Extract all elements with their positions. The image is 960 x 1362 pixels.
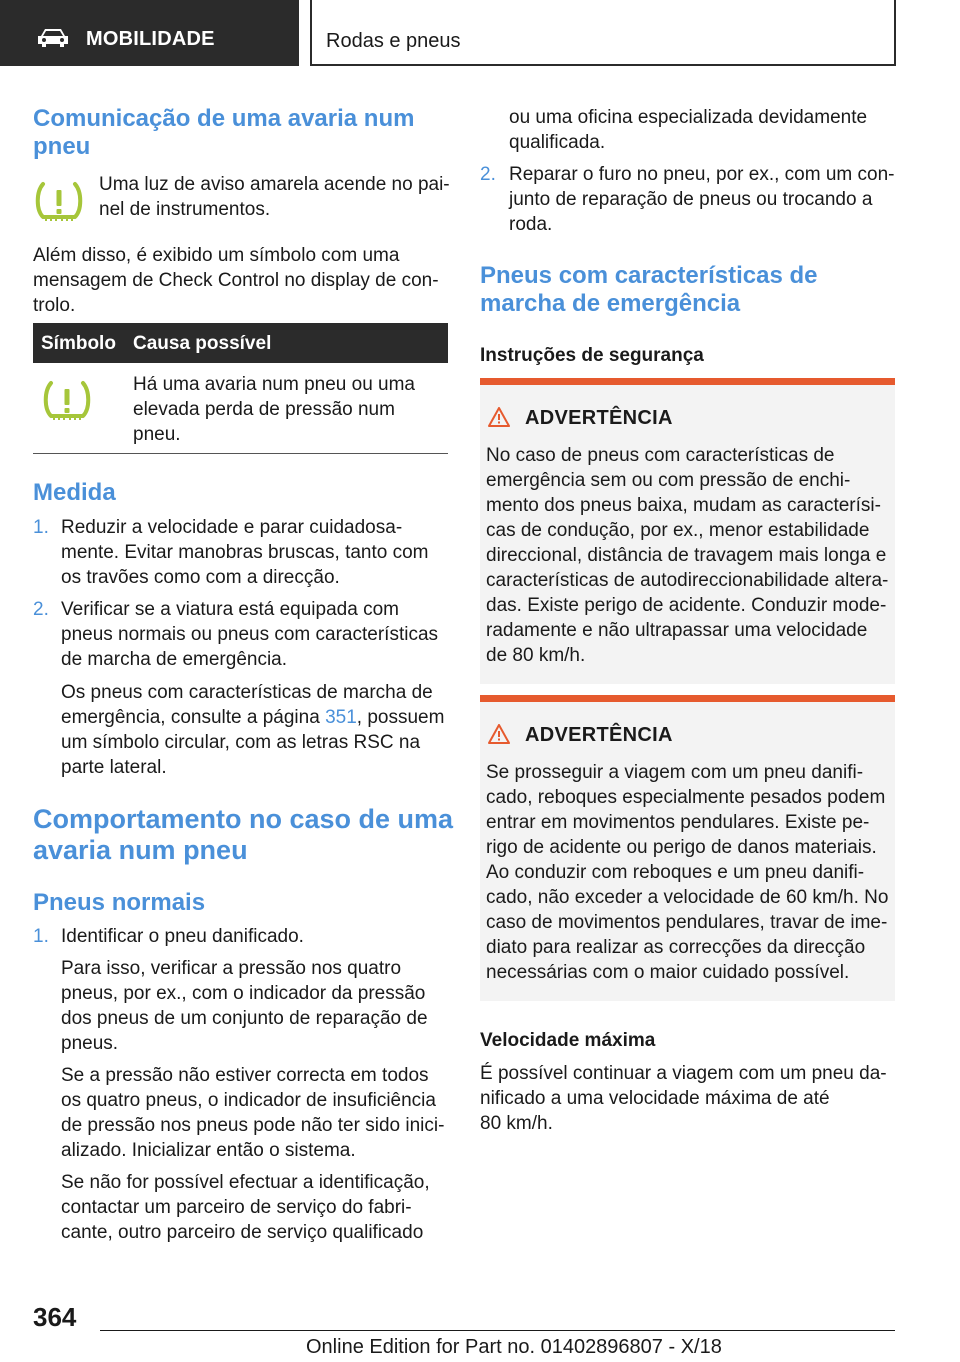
list-item-line: junto de reparação de pneus ou trocando a — [509, 189, 873, 210]
text-fragment: , possuem — [356, 707, 445, 728]
warning-line: das. Existe perigo de acidente. Conduzir mode- — [486, 595, 887, 616]
list-item-line: mente. Evitar manobras bruscas, tanto com — [61, 542, 429, 563]
warning-line: No caso de pneus com características de — [486, 445, 835, 466]
chapter-label: Rodas e pneus — [326, 30, 461, 52]
list-item-line: Reduzir a velocidade e parar cuidadosa- — [61, 517, 403, 538]
list-number: 2. — [480, 164, 496, 185]
warning-triangle-icon — [488, 724, 510, 744]
warning-line: emergência sem ou com pressão de enchi- — [486, 470, 851, 491]
warning-box — [480, 378, 895, 684]
list-item-line: Se não for possível efectuar a identificação, — [61, 1172, 430, 1193]
list-item-line: Identificar o pneu danificado. — [61, 926, 304, 947]
warning-title: ADVERTÊNCIA — [525, 724, 673, 746]
warning-line: características de autodireccionabilidade altera- — [486, 570, 889, 591]
paragraph-line: É possível continuar a viagem com um pneu da- — [480, 1063, 887, 1084]
list-item-line — [61, 705, 444, 730]
warning-line: caso de movimentos pendulares, travar de ime- — [486, 912, 888, 933]
section-label: MOBILIDADE — [86, 28, 215, 50]
list-item-line: pneus, por ex., com o indicador da pressão — [61, 983, 426, 1004]
warning-line: necessárias com o maior cuidado possível. — [486, 962, 850, 983]
column-header-cause: Causa possível — [133, 333, 272, 354]
list-item-line: Para isso, verificar a pressão nos quatro — [61, 958, 402, 979]
paragraph-line: Além disso, é exibido um símbolo com uma — [33, 245, 400, 266]
warning-line: cas de condução, por ex., menor estabilidade — [486, 520, 870, 541]
list-item-line: Verificar se a viatura está equipada com — [61, 599, 399, 620]
warning-line: mento dos pneus baixa, mudam as caracterísi- — [486, 495, 881, 516]
footer-edition: Online Edition for Part no. 01402896807 - X/18 — [306, 1336, 722, 1358]
table-cell-line: pneu. — [133, 424, 181, 445]
warning-line: rigo de acidente ou perigo de danos materiais. — [486, 837, 877, 858]
list-item-line: Reparar o furo no pneu, por ex., com um con- — [509, 164, 895, 185]
warning-box — [480, 695, 895, 1001]
warning-triangle-icon — [488, 407, 510, 427]
list-item-line: cante, outro parceiro de serviço qualificado — [61, 1222, 424, 1243]
warning-line: cado, não exceder a velocidade de 60 km/h. No — [486, 887, 889, 908]
tpms-warning-icon — [42, 379, 92, 421]
warning-line: de 80 km/h. — [486, 645, 586, 666]
list-item-line: de marcha de emergência. — [61, 649, 288, 670]
warning-title: ADVERTÊNCIA — [525, 407, 673, 429]
list-item-line: Se a pressão não estiver correcta em todos — [61, 1065, 429, 1086]
paragraph-line: nificado a uma velocidade máxima de até — [480, 1088, 830, 1109]
chapter-tab — [310, 0, 896, 66]
subheading-instrucoes: Instruções de segurança — [480, 345, 704, 366]
list-item-line: ou uma oficina especializada devidamente — [509, 107, 868, 128]
heading-comportamento: Comportamento no caso de uma — [33, 804, 454, 834]
list-number: 1. — [33, 926, 49, 947]
heading-rsc: marcha de emergência — [480, 290, 741, 317]
list-item-line: pneus normais ou pneus com características — [61, 624, 439, 645]
list-number: 2. — [33, 599, 49, 620]
warning-line: radamente e não ultrapassar uma velocidade — [486, 620, 868, 641]
tpms-warning-icon — [34, 180, 84, 222]
list-item-line: um símbolo circular, com as letras RSC na — [61, 732, 421, 753]
heading-rsc: Pneus com características de — [480, 262, 818, 289]
list-item-line: de pressão nos pneus pode não ter sido inici- — [61, 1115, 445, 1136]
table-cell-line: elevada perda de pressão num — [133, 399, 395, 420]
list-item-line: pneus. — [61, 1033, 119, 1054]
list-item-line: contactar um parceiro de serviço do fabri- — [61, 1197, 412, 1218]
list-item-line: alizado. Inicializar então o sistema. — [61, 1140, 356, 1161]
warning-line: diato para realizar as correcções da direcção — [486, 937, 866, 958]
table-divider — [33, 453, 448, 454]
column-header-symbol: Símbolo — [41, 333, 116, 354]
heading-avaria-text: Comunicação de uma avaria num pneu — [33, 105, 415, 160]
list-item-line: Os pneus com características de marcha de — [61, 682, 433, 703]
table-header — [33, 323, 448, 363]
text-fragment: emergência, consulte a página — [61, 707, 326, 728]
list-item-line: dos pneus de um conjunto de reparação de — [61, 1008, 428, 1029]
list-number: 1. — [33, 517, 49, 538]
paragraph-line: 80 km/h. — [480, 1113, 553, 1134]
heading-medida: Medida — [33, 479, 116, 506]
warning-line: cado, reboques especialmente pesados podem — [486, 787, 886, 808]
heading-comportamento: avaria num pneu — [33, 835, 248, 865]
warning-line: Ao conduzir com reboques e um pneu danifi- — [486, 862, 865, 883]
table-cell-line: Há uma avaria num pneu ou uma — [133, 374, 415, 395]
subheading-velocidade: Velocidade máxima — [480, 1030, 656, 1051]
list-item-line: os travões como com a direcção. — [61, 567, 340, 588]
list-item-line: os quatro pneus, o indicador de insuficiência — [61, 1090, 436, 1111]
warning-line: Se prosseguir a viagem com um pneu danifi- — [486, 762, 864, 783]
warn-light-line: Uma luz de aviso amarela acende no pai- — [99, 174, 450, 195]
paragraph-line: mensagem de Check Control no display de con- — [33, 270, 439, 291]
list-item-line: parte lateral. — [61, 757, 167, 778]
page-link-351[interactable]: 351 — [325, 707, 357, 728]
section-tab — [0, 0, 299, 66]
paragraph-line: trolo. — [33, 295, 76, 316]
page-header — [0, 0, 960, 66]
warning-line: entrar em movimentos pendulares. Existe pe- — [486, 812, 870, 833]
heading-pneus-normais: Pneus normais — [33, 889, 206, 916]
list-item-line: roda. — [509, 214, 553, 235]
footer-divider — [100, 1330, 895, 1331]
warning-line: direccional, distância de travagem mais longa e — [486, 545, 887, 566]
list-item-line: qualificada. — [509, 132, 606, 153]
page-number: 364 — [33, 1302, 77, 1332]
warn-light-line: nel de instrumentos. — [99, 199, 271, 220]
car-icon — [36, 27, 70, 49]
